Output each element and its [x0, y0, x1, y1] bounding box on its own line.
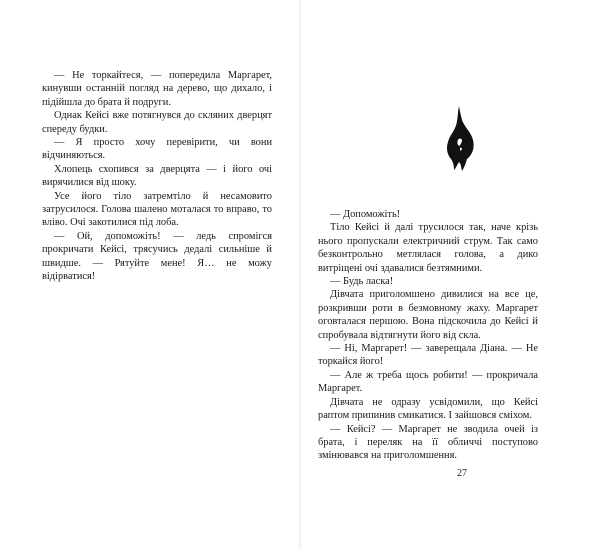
paragraph: — Не торкайтеся, — попередила Маргарет, кинувши останній погляд на дерево, що дихало, і підійшла до брата й подруги. [42, 70, 272, 108]
paragraph: — Допоможіть! [330, 209, 401, 220]
page-number: 27 [457, 468, 467, 479]
paragraph: — Ні, Маргарет! — заверещала Діана. — Не торкайся його! [318, 343, 538, 368]
right-page [300, 0, 600, 550]
left-page-text [42, 69, 272, 284]
ink-drop-icon [442, 104, 480, 172]
paragraph: — Кейсі? — Маргарет не зводила очей із брата, і переляк на її обличчі поступово змінювався на приголомшення. [318, 423, 538, 462]
paragraph: Тіло Кейсі й далі трусилося так, наче крізь нього пропускали електричний струм. Так само безконтрольно метлялася голова, а дико витріщені очі здавалися безтямними. [318, 222, 538, 274]
paragraph: — Але ж треба щось робити! — прокричала Маргарет. [318, 369, 538, 395]
right-page-text [318, 208, 538, 463]
paragraph: Усе його тіло затремтіло й несамовито затрусилося. Голова шалено моталася то вправо, то вліво. Очі закотилися під лоба. [42, 190, 272, 229]
paragraph: — Ой, допоможіть! — ледь спромігся прокричати Кейсі, трясучись дедалі сильніше й швидше. — Рятуйте мене! Я… не можу відірватися! [42, 230, 272, 283]
paragraph: — Будь ласка! [330, 276, 394, 288]
paragraph: Дівчата не одразу усвідомили, що Кейсі раптом припинив смикатися. І зайшовся сміхом. [318, 396, 538, 422]
paragraph: — Я просто хочу перевірити, чи вони відчиняються. [42, 137, 272, 162]
paragraph: Хлопець схопився за дверцята — і його очі вирячилися від шоку. [42, 163, 272, 189]
paragraph: Дівчата приголомшено дивилися на все це, розкривши роти в безмовному жаху. Маргарет оговталася першою. Вона підскочила до Кейсі й спробувала відтягнути його від скла. [318, 289, 538, 341]
paragraph: Однак Кейсі вже потягнувся до скляних дверцят спереду будки. [42, 110, 272, 135]
